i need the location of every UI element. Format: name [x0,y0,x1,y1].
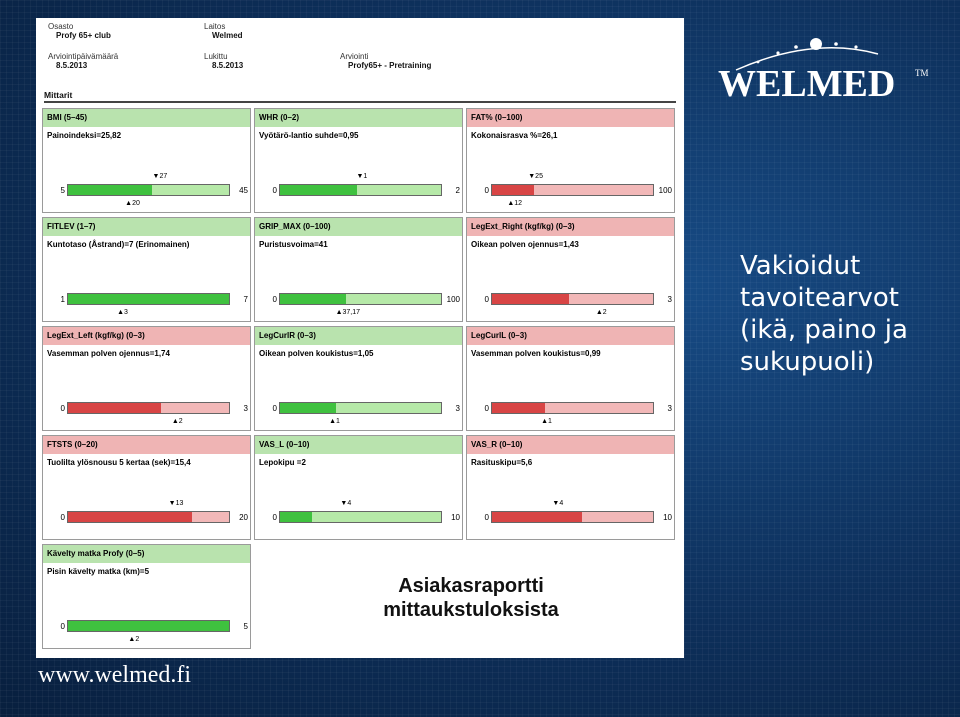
scale-fill [68,621,229,631]
card-title: BMI (5–45) [43,109,250,127]
side-note-line: Vakioidut [740,251,861,281]
reference-marker-down: ▼25 [528,173,543,180]
measure-card [42,217,251,322]
card-title: LegCurlL (0–3) [467,327,674,345]
field-osasto [48,22,111,40]
scale-max: 10 [451,513,460,522]
card-scale [255,173,462,198]
osasto-value: Profy 65+ club [56,31,111,40]
reference-marker-up: ▲20 [125,200,140,207]
scale-fill [68,512,192,522]
scale-max: 45 [239,186,248,195]
report-caption [376,574,566,622]
card-title: VAS_R (0–10) [467,436,674,454]
card-title: Kävelty matka Profy (0–5) [43,545,250,563]
arviointi-value: Profy65+ - Pretraining [348,61,432,70]
card-scale [255,500,462,525]
reference-marker-up: ▲12 [507,200,523,207]
scale-max: 3 [667,295,672,304]
scale-fill [68,185,152,195]
scale-bar [279,173,442,196]
card-result: Vasemman polven ojennus=1,74 [47,349,170,358]
measure-card [254,326,463,431]
lukittu-value: 8.5.2013 [212,61,244,70]
card-result: Kokonaisrasva %=26,1 [471,131,558,140]
scale-bar [491,173,654,207]
reference-marker-down: ▼27 [152,173,168,180]
measure-card [466,108,675,213]
card-result: Pisin kävelty matka (km)=5 [47,567,150,576]
welmed-logo [718,34,933,104]
card-scale [255,402,462,425]
scale-max: 3 [667,404,672,413]
card-result: Kuntotaso (Åstrand)=7 (Erinomainen) [47,240,190,249]
scale-fill [280,512,312,522]
reference-marker-down: ▼13 [168,500,184,507]
scale-min: 0 [60,622,65,631]
side-note-line: (ikä, paino ja [740,315,908,345]
card-title: FTSTS (0–20) [43,436,250,454]
measure-card [42,435,251,540]
card-scale [43,293,250,316]
measure-card [42,326,251,431]
scale-bar [67,402,230,425]
measure-card [254,217,463,322]
card-title: GRIP_MAX (0–100) [255,218,462,236]
card-result: Oikean polven koukistus=1,05 [259,349,374,358]
measure-card [466,217,675,322]
card-title: LegExt_Right (kgf/kg) (0–3) [467,218,674,236]
card-result: Painoindeksi=25,82 [47,131,122,140]
caption-line-2: mittaukstuloksista [383,599,559,621]
scale-fill [68,294,229,304]
scale-fill [68,403,161,413]
scale-fill [492,512,582,522]
card-result: Vyötärö-lantio suhde=0,95 [259,131,359,140]
section-title: Mittarit [44,90,676,103]
card-result: Lepokipu =2 [259,458,306,467]
scale-min: 0 [272,513,277,522]
scale-max: 2 [455,186,460,195]
osasto-label: Osasto [48,22,74,31]
card-title: WHR (0–2) [255,109,462,127]
scale-min: 0 [60,513,65,522]
reference-marker-down: ▼1 [356,173,368,180]
measure-card [466,435,675,540]
card-title: LegCurlR (0–3) [255,327,462,345]
card-scale [43,173,250,207]
laitos-value: Welmed [212,31,243,40]
scale-min: 0 [484,513,489,522]
scale-fill [280,185,357,195]
field-lukittu [204,52,243,70]
measure-card [254,108,463,213]
card-result: Vasemman polven koukistus=0,99 [471,349,601,358]
scale-fill [280,403,336,413]
reference-marker-down: ▼4 [340,500,352,507]
card-title: FAT% (0–100) [467,109,674,127]
card-scale [43,402,250,425]
scale-max: 3 [243,404,248,413]
scale-bar [491,293,654,316]
measure-card [254,435,463,540]
scale-max: 100 [658,186,672,195]
card-result: Rasituskipu=5,6 [471,458,533,467]
scale-bar [67,500,230,523]
scale-bar [67,173,230,207]
scale-min: 5 [60,186,65,195]
scale-min: 0 [272,295,277,304]
report-header [44,18,676,100]
measure-grid [42,108,675,649]
lukittu-label: Lukittu [204,52,228,61]
card-result: Oikean polven ojennus=1,43 [471,240,579,249]
scale-max: 3 [455,404,460,413]
reference-marker-up: ▲37,17 [335,309,361,316]
measure-card [42,108,251,213]
card-scale [467,293,674,316]
caption-line-1: Asiakasraportti [398,575,544,597]
measure-card [466,326,675,431]
reference-marker-down: ▼4 [552,500,564,507]
scale-bar [67,293,230,316]
scale-bar [491,402,654,425]
website-url[interactable]: www.welmed.fi [38,662,192,688]
card-scale [467,500,674,525]
reference-marker-up: ▲1 [329,418,340,425]
scale-bar [279,293,442,316]
reference-marker-up: ▲2 [595,309,607,316]
scale-min: 1 [60,295,65,304]
scale-max: 5 [243,622,248,631]
card-scale [467,173,674,207]
card-scale [255,293,462,316]
reference-marker-up: ▲3 [117,309,128,316]
measure-card [42,544,251,649]
scale-min: 0 [484,404,489,413]
card-scale [43,620,250,643]
card-title: VAS_L (0–10) [255,436,462,454]
side-note-line: sukupuoli) [740,347,875,377]
scale-max: 7 [243,295,248,304]
scale-min: 0 [60,404,65,413]
card-result: Tuolilta ylösnousu 5 kertaa (sek)=15,4 [47,458,191,467]
field-arviointipvm [48,52,118,70]
pvm-value: 8.5.2013 [56,61,88,70]
scale-bar [67,620,230,643]
scale-min: 0 [484,295,489,304]
card-title: FITLEV (1–7) [43,218,250,236]
laitos-label: Laitos [204,22,226,31]
scale-fill [492,185,534,195]
scale-min: 0 [272,186,277,195]
pvm-label: Arviointipäivämäärä [48,52,119,61]
side-note [740,250,908,378]
scale-bar [491,500,654,523]
scale-bar [279,500,442,523]
scale-max: 10 [663,513,672,522]
reference-marker-up: ▲1 [541,418,552,425]
scale-fill [492,294,569,304]
logo-trademark: TM [915,68,929,78]
scale-min: 0 [272,404,277,413]
card-result: Puristusvoima=41 [259,240,328,249]
card-title: LegExt_Left (kgf/kg) (0–3) [43,327,250,345]
scale-bar [279,402,442,425]
scale-max: 20 [239,513,248,522]
scale-fill [280,294,346,304]
arviointi-label: Arviointi [340,52,369,61]
report-sheet [36,18,684,658]
reference-marker-up: ▲2 [128,636,140,643]
field-laitos [204,22,243,40]
side-note-line: tavoitearvot [740,283,899,313]
card-scale [43,500,250,525]
scale-min: 0 [484,186,489,195]
scale-fill [492,403,545,413]
reference-marker-up: ▲2 [171,418,183,425]
logo-wordmark: WELMED [718,63,896,105]
card-scale [467,402,674,425]
field-arviointi [340,52,431,70]
scale-max: 100 [446,295,460,304]
